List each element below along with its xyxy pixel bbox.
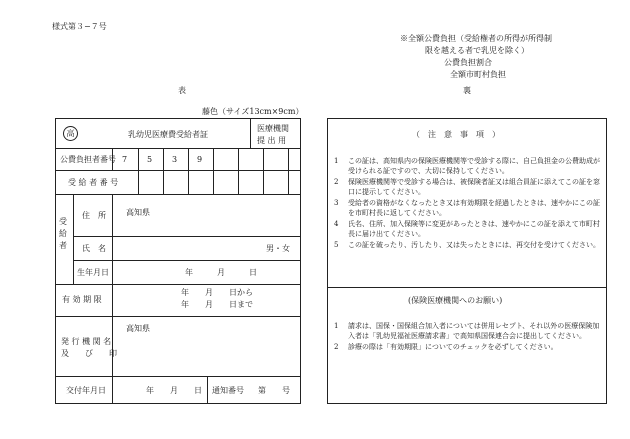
recipient-number-label: 受 給 者 番 号 <box>68 178 119 187</box>
notes-heading: （ 注 意 事 項 ） <box>412 130 500 139</box>
seal-char: 高 <box>66 129 75 138</box>
validity-to: 年 月 日まで <box>181 300 253 309</box>
payer-number-label: 公費負担者番号 <box>60 155 116 164</box>
header-note-line3: 公費負担割合 <box>444 58 492 67</box>
request-item: 2 診療の際は「有効期限」についてのチェックを必ずしてください。 <box>334 343 558 351</box>
caution-note: 4 氏名、住所、加入保険等に変更があったときは、速やかにこの証を添えて市町村長に届け出てください。 <box>334 220 600 238</box>
issuer-label-1: 発 行 機 関 名 <box>61 337 112 346</box>
header-note-line4: 全額市町村負担 <box>450 70 506 79</box>
issue-date-label: 交付年月日 <box>66 386 106 395</box>
payer-digit-1: 7 <box>122 155 128 164</box>
address-label: 住 所 <box>82 211 106 220</box>
header-note-line2: 限を越える者で乳児を除く） <box>425 46 529 55</box>
payer-digit-3: 3 <box>172 155 178 164</box>
form-number: 様式第３−７号 <box>52 22 107 31</box>
notice-number-label: 通知番号 <box>212 386 244 395</box>
issuer-label-2: 及 び 印 <box>61 349 117 358</box>
name-label: 氏 名 <box>82 244 106 253</box>
caution-notes <box>334 156 601 251</box>
payer-digit-4: 9 <box>197 155 203 164</box>
color-size-note: 藤色（サイズ13cm×9cm） <box>202 107 304 116</box>
header-note-line1: ※全額公費負担（受給権者の所得が所得制 <box>400 34 552 43</box>
back-side-label: 裏 <box>463 86 471 95</box>
caution-note: 5 この証を破ったり、汚したり、又は失ったときには、再交付を受けてください。 <box>334 241 600 249</box>
caution-note: 3 受給者の資格がなくなったとき又は有効期限を経過したときは、速やかにこの証を市町村長に返してください。 <box>334 199 600 217</box>
caution-note: 2 保険医療機関等で受診する場合は、被保険者証又は組合員証に添えてこの証を窓口に提示してください。 <box>334 178 600 196</box>
address-value: 高知県 <box>126 208 150 217</box>
payer-digit-2: 5 <box>147 155 153 164</box>
issue-date-value: 年 月 日 <box>146 386 202 395</box>
birthdate-label: 生年月日 <box>77 268 109 277</box>
caution-note: 1 この証は、高知県内の保険医療機関等で受診する際に、自己負担金の公費助成が受けられる証ですので、大切に保持してください。 <box>334 157 600 175</box>
submission-label: 提 出 用 <box>257 136 287 145</box>
validity-from: 年 月 日から <box>181 288 253 297</box>
notice-number-value: 第 号 <box>258 386 290 395</box>
birthdate-value: 年 月 日 <box>185 268 257 277</box>
front-side-label: 表 <box>178 86 186 95</box>
request-heading: (保険医療機関へのお願い) <box>408 296 503 305</box>
validity-label: 有 効 期 限 <box>62 295 102 304</box>
gender-field: 男・女 <box>266 244 290 253</box>
prefecture-seal <box>63 126 78 141</box>
issuer-value: 高知県 <box>126 324 150 333</box>
request-item: 1 請求は、国保・国保組合加入者については併用レセプト、それ以外の医療保険加入者は「乳幼児福祉医療請求書」で高知県国保連合会に提出してください。 <box>334 322 600 340</box>
institution-requests <box>334 321 601 353</box>
card-title: 乳幼児医療費受給者証 <box>128 130 208 139</box>
recipient-vertical-label: 受給者 <box>59 217 67 250</box>
institution-label: 医療機関 <box>257 124 289 133</box>
